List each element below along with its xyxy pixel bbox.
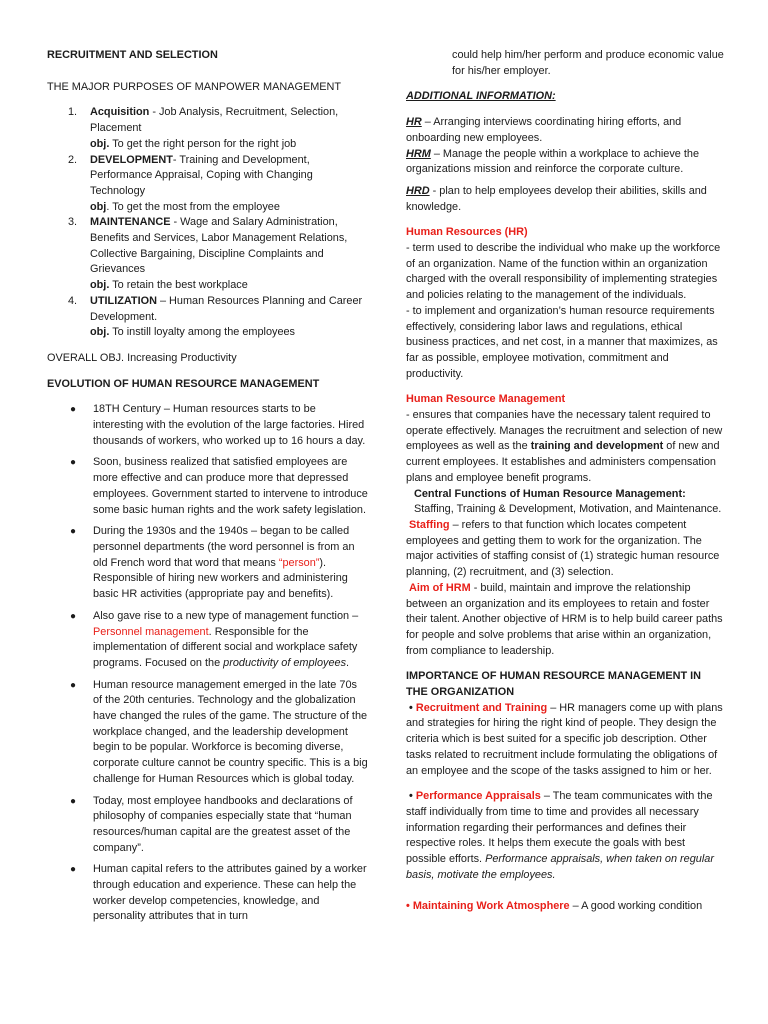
hr-heading: Human Resources (HR) [406, 226, 528, 239]
hr-definition: HR – Arranging interviews coordinating hiring efforts, and onboarding new employees. [406, 116, 682, 144]
list-item: ● Human resource management emerged in the late 70s of the 20th centuries. Technology and the globalization have changed the rules of the game. The structure of the workplace changed, and the leadership development begin to be popular. Workforce is becoming diverse, corporate culture cannot be country specific. This is a big challenge for Human Resources which is global today. [70, 678, 368, 785]
list-item: 2. DEVELOPMENT- Training and Development, Performance Appraisal, Coping with Changing Technology obj. To get the most from the employee [68, 153, 313, 213]
recruitment-training-paragraph: • Recruitment and Training – HR managers come up with plans and strategies for hiring the right kind of people. They design the criteria which is best suited for a specific job description. Other tasks related to recruitment include formulating the obligations of an employee and the scope of the tasks assigned to him or her. [406, 701, 723, 777]
list-item: 3. MAINTENANCE - Wage and Salary Administration, Benefits and Services, Labor Management Relations, Collective Bargaining, Discipline Complaints and Grievances obj. To retain the best workplace [68, 216, 348, 292]
work-atmosphere-paragraph: • Maintaining Work Atmosphere – A good working condition [406, 900, 703, 913]
importance-heading: IMPORTANCE OF HUMAN RESOURCE MANAGEMENT IN THE ORGANIZATION [406, 670, 702, 699]
bullet-icon: • [409, 790, 413, 803]
evolution-heading: EVOLUTION OF HUMAN RESOURCE MANAGEMENT [47, 377, 320, 390]
list-item: ● Soon, business realized that satisfied employees are more effective and can produce more that depressed employees. Government started to intervene to introduce some basic human rights and the work safety legislation. [70, 456, 368, 516]
bullet-icon: ● [70, 864, 77, 876]
bullet-icon: ● [70, 404, 77, 416]
right-column [406, 0, 724, 915]
purposes-list [47, 105, 369, 341]
evolution-list [47, 402, 369, 925]
central-functions-text: Staffing, Training & Development, Motivation, and Maintenance. [414, 503, 722, 516]
additional-info-heading: ADDITIONAL INFORMATION: [406, 90, 556, 103]
overall-objective: OVERALL OBJ. Increasing Productivity [47, 351, 237, 364]
bullet-icon: ● [70, 526, 77, 538]
list-item: 1. Acquisition - Job Analysis, Recruitment, Selection, Placement obj. To get the right person for the right job [68, 106, 339, 150]
hr-paragraph-2: - to implement and organization’s human resource requirements effectively, considering labor laws and regulations, ethical business practices, and net cost, in a manner that maximizes, as far as possible, employee motivation, commitment and productivity. [406, 304, 718, 380]
continued-text: could help him/her perform and produce economic value for his/her employer. [452, 49, 724, 77]
list-item: ● Also gave rise to a new type of management function – Personnel management. Responsible for the implementation of different social and workplace safety programs. Focused on the productivity of employees. [70, 609, 359, 669]
central-functions-heading: Central Functions of Human Resource Management: [414, 487, 686, 500]
list-item: 4. UTILIZATION – Human Resources Planning and Career Development. obj. To instill loyalty among the employees [68, 294, 363, 339]
staffing-paragraph: Staffing – refers to that function which locates competent employees and getting them to work for the organization. The major activities of staffing consist of (1) strategic human resource planning, (2) recruitment, and (3) selection. [406, 518, 720, 579]
hr-paragraph-1: - term used to describe the individual who make up the workforce of an organization. Name of the function within an organization charged with the overall responsibility of implementing strategies and policies relating to the management of the individuals. [406, 242, 721, 302]
aim-paragraph: Aim of HRM - build, maintain and improve the relationship between an organization and its employees to retain and foster their talent. Another objective of HRM is to help build career paths for people and solve problems that arise within an organization, from compliance to leadership. [406, 581, 723, 657]
performance-appraisals-paragraph: • Performance Appraisals – The team communicates with the staff individually from time to time and provides all necessary information regarding their performances and defines their respective roles. It helps them execute the goals with best possible efforts. Performance appraisals, when taken on regular basis, motivate the employees. [406, 790, 714, 881]
list-item: ● Today, most employee handbooks and declarations of philosophy of companies especially state that “human resources/human capital are the greatest asset of the company”. [70, 794, 353, 854]
bullet-icon: • [406, 900, 410, 913]
list-item: ● 18TH Century – Human resources starts to be interesting with the evolution of the large factories. Hired thousands of workers, who worked up to 16 hours a day. [70, 403, 366, 447]
left-column [47, 0, 369, 931]
bullet-icon: • [409, 701, 413, 714]
bullet-icon: ● [70, 679, 77, 691]
bullet-icon: ● [70, 457, 77, 469]
doc-subtitle: THE MAJOR PURPOSES OF MANPOWER MANAGEMENT [47, 80, 342, 93]
hrm-paragraph: - ensures that companies have the necessary talent required to operate effectively. Manages the recruitment and selection of new employees as well as the training and development of new and current employees. It establishes and administers compensation plans and employee benefit programs. [406, 409, 723, 484]
hrm-heading: Human Resource Management [406, 393, 566, 406]
hrm-definition: HRM – Manage the people within a workplace to achieve the organizations mission and reinforce the corporate culture. [406, 147, 700, 176]
bullet-icon: ● [70, 795, 77, 807]
doc-title: RECRUITMENT AND SELECTION [47, 49, 218, 61]
hrd-definition: HRD - plan to help employees develop their abilities, skills and knowledge. [406, 184, 707, 213]
list-item: ● Human capital refers to the attributes gained by a worker through education and experience. These can help the worker develop competencies, knowledge, and personality attributes that in turn [70, 863, 367, 923]
list-item: ● During the 1930s and the 1940s – began to be called personnel departments (the word personnel is from an old French word that word that means “person”). Responsible of hiring new workers and administering basic HR activities (appropriate pay and benefits). [70, 525, 355, 601]
bullet-icon: ● [70, 610, 77, 622]
